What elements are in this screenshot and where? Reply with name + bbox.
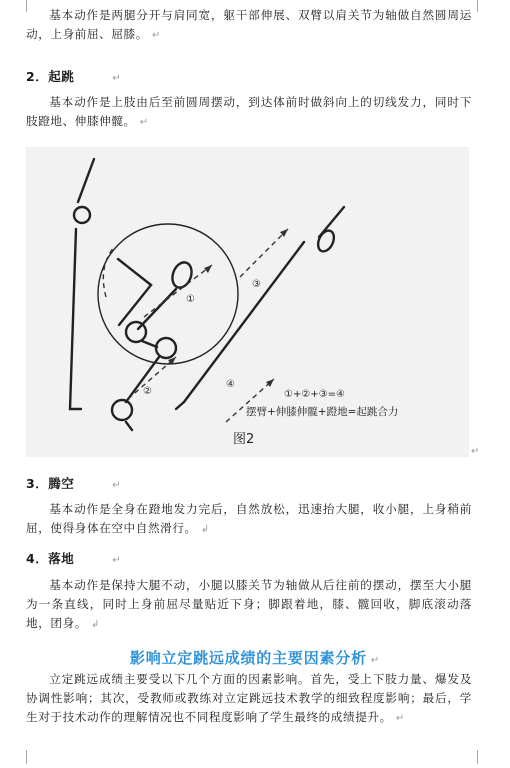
toe-line (126, 422, 132, 430)
foot-circle (112, 400, 132, 420)
label-1: ① (186, 294, 195, 305)
crop-mark-top-right (477, 0, 492, 12)
paragraph-2-text: 基本动作是上肢由后至前圆周摆动，到达体前时做斜向上的切线发力，同时下肢蹬地、伸膝伸髋。 (26, 94, 472, 128)
heading-landing-text: 4．落地 (26, 551, 75, 566)
paragraph-mark: ↵ (112, 73, 122, 84)
paragraph-4 (26, 576, 472, 634)
heading-landing (26, 549, 121, 567)
force-arrow-2 (128, 357, 176, 399)
label-2: ② (143, 386, 152, 397)
force-arrow-1 (144, 265, 212, 317)
heading-takeoff (26, 67, 121, 85)
label-3: ③ (252, 279, 261, 290)
heading-takeoff-text: 2．起跳 (26, 69, 75, 84)
jump-diagram (26, 147, 469, 457)
section-title-text: 影响立定跳远成绩的主要因素分析 (129, 649, 367, 667)
paragraph-5-text: 立定跳远成绩主要受以下几个方面的因素影响。首先，受上下肢力量、爆发及协调性影响；其次，受教师或教练对立定跳远技术教学的细致程度影响；最后，学生对于技术动作的理解情况也不同程度影响了学生最终的成绩提升。 (26, 671, 472, 724)
heading-flight (26, 474, 121, 492)
paragraph-mark: ↵ (395, 712, 405, 724)
paragraph-1 (26, 6, 472, 45)
knee-circle (156, 338, 176, 358)
crop-mark-bottom-right (477, 750, 492, 764)
swing-circle (98, 224, 238, 364)
paragraph-3-text: 基本动作是全身在蹬地发力完后，自然放松，迅速抬大腿，收小腿，上身稍前屈，使得身体在空中自然滑行。 (26, 501, 472, 535)
crouch-head-circle (169, 260, 195, 291)
thigh-line (142, 341, 157, 347)
crop-mark-top-left (12, 0, 27, 12)
hip-circle (126, 322, 146, 342)
paragraph-mark: ↵ (151, 29, 161, 41)
extended-head-circle (315, 228, 337, 254)
force-arrow-3 (240, 229, 288, 277)
paragraph-mark: ↵ (112, 480, 122, 491)
paragraph-1-text: 基本动作是两腿分开与肩同宽，躯干部伸展、双臂以肩关节为轴做自然圆周运动，上身前屈、屈膝。 (26, 7, 472, 41)
figure-formula: 摆臂+伸膝伸髋+蹬地=起跳合力 (246, 406, 399, 418)
jump-diagram-figure (26, 147, 469, 457)
paragraph-2 (26, 93, 472, 132)
figure-caption: 图2 (233, 432, 255, 447)
label-4: ④ (226, 379, 235, 390)
paragraph-mark: ↵ (139, 116, 149, 128)
extended-body-line (184, 242, 304, 402)
paragraph-mark: ↵ (370, 655, 381, 666)
extended-foot-line (176, 402, 184, 409)
heading-flight-text: 3．腾空 (26, 476, 75, 491)
paragraph-mark: ↲ (200, 523, 210, 535)
figure-equation: ①+②+③=④ (284, 389, 345, 400)
paragraph-4-text: 基本动作是保持大腿不动，小腿以膝关节为轴做从后往前的摆动，摆至大小腿为一条直线，同时上身前屈尽量贴近下身；脚跟着地，膝、髋回收，脚底滚动落地，团身。 (26, 577, 472, 630)
arrowhead (204, 265, 212, 273)
figure-body-line (70, 229, 81, 409)
crop-mark-bottom-left (12, 750, 27, 764)
paragraph-5 (26, 670, 472, 728)
figure-arm-line (78, 159, 94, 202)
swing-arrow (103, 247, 114, 297)
paragraph-3 (26, 500, 472, 539)
section-title (0, 647, 510, 668)
paragraph-mark: ↵ (112, 555, 122, 566)
paragraph-mark: ↲ (90, 618, 100, 630)
figure-head-circle (74, 207, 90, 223)
paragraph-mark: ↵ (471, 446, 480, 457)
